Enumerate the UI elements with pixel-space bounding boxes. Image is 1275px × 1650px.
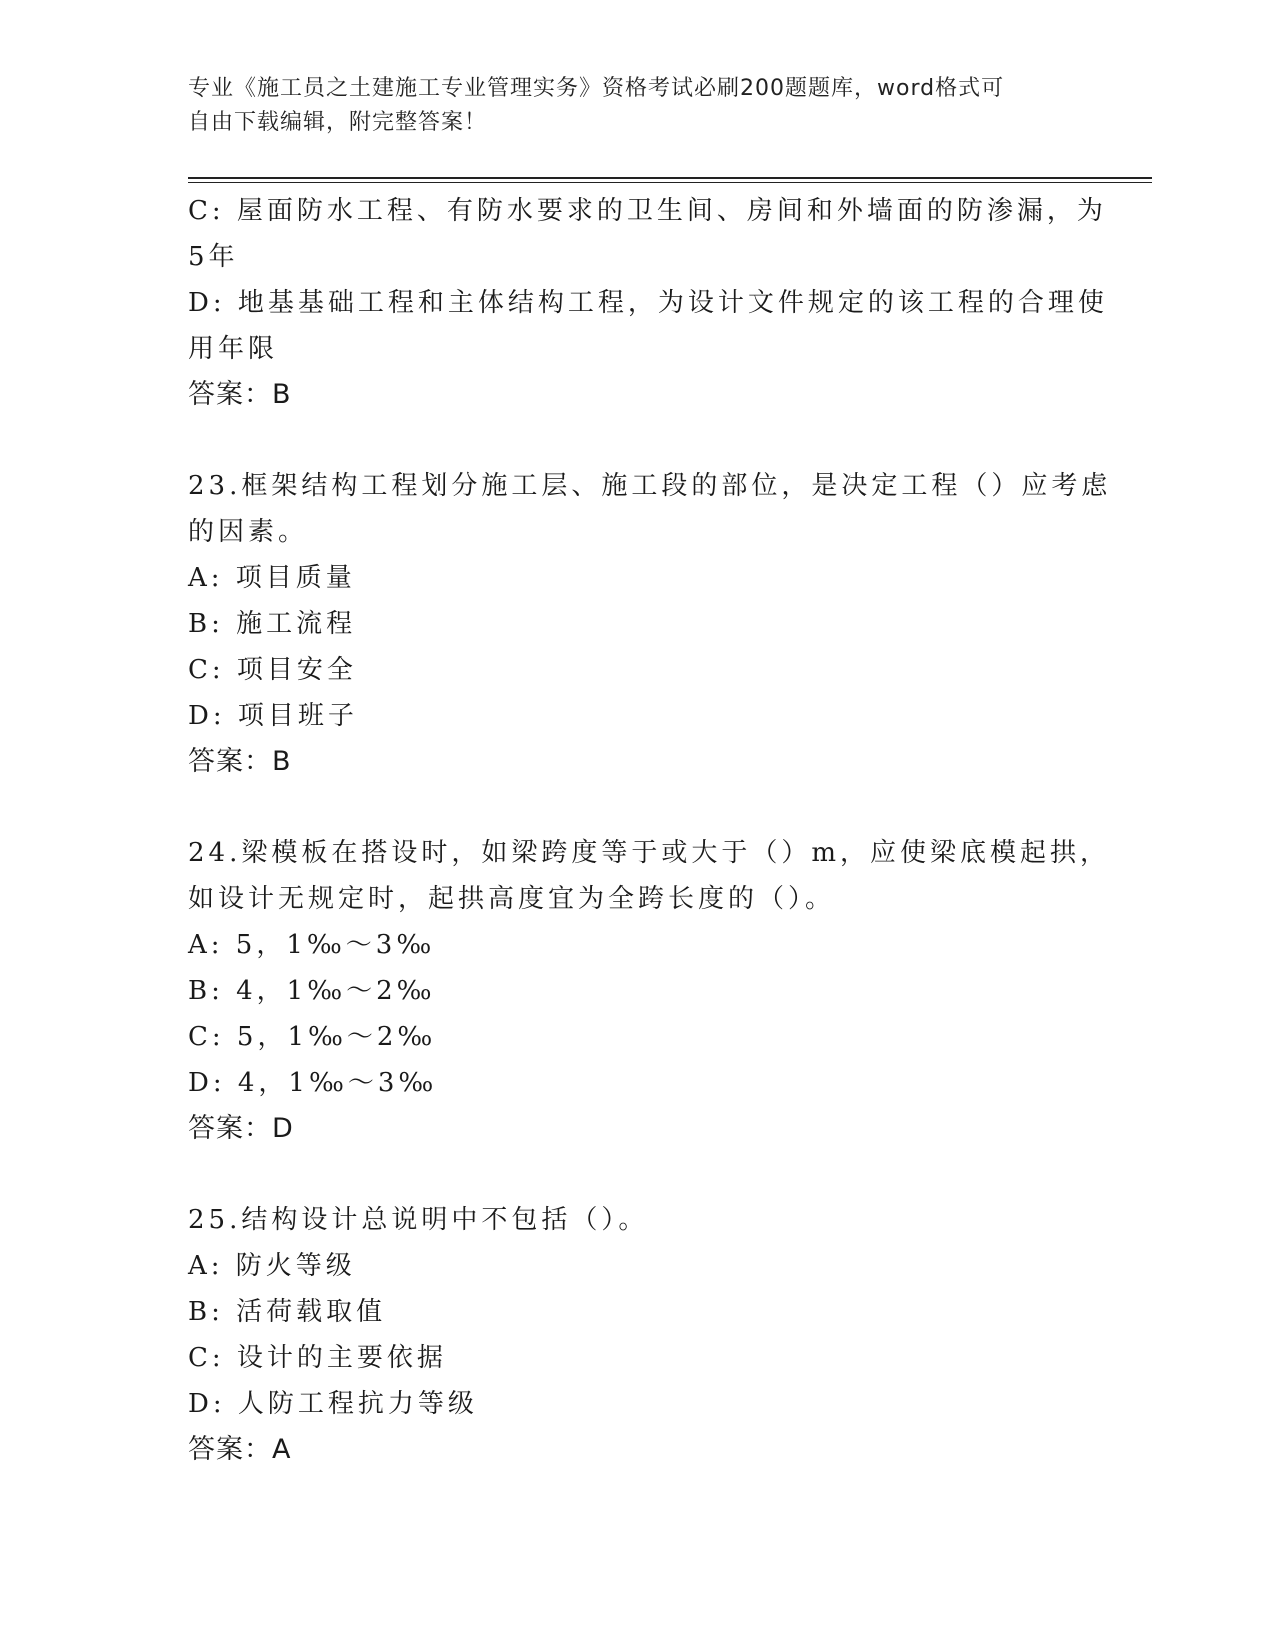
option-a: A: 5，1‰～3‰ xyxy=(188,930,436,960)
question-spacer xyxy=(188,418,1088,463)
header-title-line-2: 自由下载编辑，附完整答案！ xyxy=(188,110,488,135)
answer-line: 答案：A xyxy=(188,1434,292,1465)
header-divider-thin xyxy=(188,182,1152,183)
option-a: A: 防火等级 xyxy=(188,1251,356,1281)
option-d-line-1: D: 地基基础工程和主体结构工程，为设计文件规定的该工程的合理使 xyxy=(188,288,1108,318)
question-stem-line-1: 24.梁模板在搭设时，如梁跨度等于或大于（）m，应使梁底模起拱， xyxy=(188,838,1111,868)
header-divider-thick xyxy=(188,177,1152,179)
option-d: D: 4，1‰～3‰ xyxy=(188,1068,438,1098)
option-c-line-1: C: 屋面防水工程、有防水要求的卫生间、房间和外墙面的防渗漏，为 xyxy=(188,196,1107,226)
option-d: D: 人防工程抗力等级 xyxy=(188,1389,478,1419)
question-stem-line-2: 的因素。 xyxy=(188,517,309,547)
option-d: D: 项目班子 xyxy=(188,701,358,731)
question-22-continued xyxy=(188,188,1108,418)
question-stem-line-1: 25.结构设计总说明中不包括（）。 xyxy=(188,1205,649,1235)
header-title-line-1: 专业《施工员之土建施工专业管理实务》资格考试必刷200题题库，word格式可 xyxy=(188,76,1005,101)
document-header xyxy=(188,72,1068,140)
question-list xyxy=(188,188,1112,1473)
option-b: B: 施工流程 xyxy=(188,609,357,639)
option-b: B: 4，1‰～2‰ xyxy=(188,976,436,1006)
option-b: B: 活荷载取值 xyxy=(188,1297,387,1327)
option-a: A: 项目质量 xyxy=(188,563,356,593)
question-23 xyxy=(188,463,1112,785)
option-c: C: 项目安全 xyxy=(188,655,357,685)
answer-line: 答案：B xyxy=(188,746,292,777)
question-stem-line-2: 如设计无规定时，起拱高度宜为全跨长度的（）。 xyxy=(188,884,836,914)
option-c-line-2: 5年 xyxy=(188,242,239,272)
question-24 xyxy=(188,830,1111,1152)
answer-line: 答案：B xyxy=(188,379,292,410)
question-spacer xyxy=(188,785,1088,830)
answer-line: 答案：D xyxy=(188,1113,294,1144)
question-stem-line-1: 23.框架结构工程划分施工层、施工段的部位，是决定工程（）应考虑 xyxy=(188,471,1112,501)
option-d-line-2: 用年限 xyxy=(188,334,279,364)
option-c: C: 5，1‰～2‰ xyxy=(188,1022,437,1052)
option-c: C: 设计的主要依据 xyxy=(188,1343,447,1373)
question-spacer xyxy=(188,1152,1088,1197)
question-25 xyxy=(188,1197,1088,1473)
